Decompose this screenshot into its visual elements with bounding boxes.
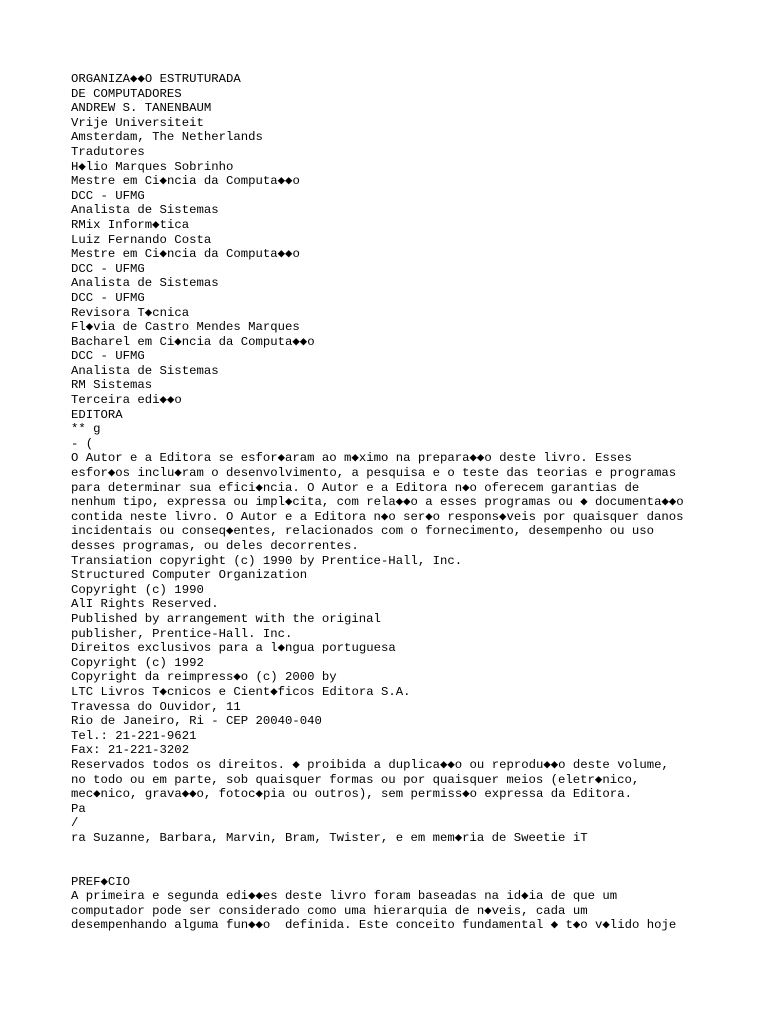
author-name: ANDREW S. TANENBAUM	[71, 101, 212, 116]
preface-section	[71, 875, 761, 933]
publisher-address-line: Travessa do Ouvidor, 11	[71, 699, 241, 714]
publisher-phone: Tel.: 21-221-9621	[71, 728, 197, 743]
rights-line: no todo ou em parte, sob quaisquer formas ou por quaisquer meios (eletr◆nico,	[71, 772, 640, 787]
edition-line: Terceira edi◆◆o	[71, 393, 182, 408]
translators-heading: Tradutores	[71, 144, 145, 159]
credit-line: DCC - UFMG	[71, 290, 145, 305]
dedication-line: Pa	[71, 801, 86, 816]
credit-line: Analista de Sistemas	[71, 276, 219, 291]
author-location: Amsterdam, The Netherlands	[71, 130, 263, 145]
credit-line: DCC - UFMG	[71, 188, 145, 203]
copyright-line: Copyright (c) 1990	[71, 582, 204, 597]
credit-line: DCC - UFMG	[71, 349, 145, 364]
credit-line: Fl◆via de Castro Mendes Marques	[71, 320, 300, 335]
credit-line: Luiz Fernando Costa	[71, 232, 212, 247]
credit-line: Bacharel em Ci◆ncia da Computa◆◆o	[71, 334, 315, 349]
credit-line: Mestre em Ci◆ncia da Computa◆◆o	[71, 174, 300, 189]
reviewer-heading: Revisora T◆cnica	[71, 305, 190, 320]
copyright-line: Copyright da reimpress◆o (c) 2000 by	[71, 670, 337, 685]
disclaimer-line: incidentais ou conseq◆entes, relacionados com o fornecimento, desempenho ou uso	[71, 524, 654, 539]
copyright-line: Transiation copyright (c) 1990 by Prentice-Hall, Inc.	[71, 553, 463, 568]
credit-line: RM Sistemas	[71, 378, 153, 393]
preface-paragraph-line: A primeira e segunda edi◆◆es deste livro foram baseadas na id◆ia de que um	[71, 889, 618, 904]
publisher-fax: Fax: 21-221-3202	[71, 743, 190, 758]
credit-line: RMix Inform◆tica	[71, 217, 190, 232]
blank-line	[71, 845, 761, 860]
disclaimer-line: contida neste livro. O Autor e a Editora n◆o ser◆o respons◆veis por quaisquer danos	[71, 509, 684, 524]
publisher-label: EDITORA	[71, 407, 123, 422]
copyright-line: Published by arrangement with the original	[71, 611, 381, 626]
copyright-line: Structured Computer Organization	[71, 568, 308, 583]
credit-line: Mestre em Ci◆ncia da Computa◆◆o	[71, 247, 300, 262]
disclaimer-line: O Autor e a Editora se esfor◆aram ao m◆ximo na prepara◆◆o deste livro. Esses	[71, 451, 632, 466]
preface-heading: PREF◆CIO	[71, 874, 131, 889]
copyright-line: publisher, Prentice-Hall. Inc.	[71, 626, 293, 641]
dedication-line: /	[71, 816, 79, 831]
ocr-artifact-line: ** g	[71, 422, 101, 437]
disclaimer-line: esfor◆os inclu◆ram o desenvolvimento, a pesquisa e o teste das teorias e programas	[71, 466, 677, 481]
publisher-address-line: LTC Livros T◆cnicos e Cient◆ficos Editora S.A.	[71, 684, 411, 699]
credit-line: H◆lio Marques Sobrinho	[71, 159, 234, 174]
author-affiliation: Vrije Universiteit	[71, 115, 204, 130]
publisher-address-line: Rio de Janeiro, Ri - CEP 20040-040	[71, 714, 322, 729]
rights-line: mec◆nico, grava◆◆o, fotoc◆pia ou outros), sem permiss◆o expressa da Editora.	[71, 787, 632, 802]
copyright-line: AlI Rights Reserved.	[71, 597, 219, 612]
dedication-line: ra Suzanne, Barbara, Marvin, Bram, Twister, e em mem◆ria de Sweetie iT	[71, 830, 588, 845]
preface-paragraph-line: desempenhando alguma fun◆◆o definida. Este conceito fundamental ◆ t◆o v◆lido hoje	[71, 918, 677, 933]
rights-line: Reservados todos os direitos. ◆ proibida a duplica◆◆o ou reprodu◆◆o deste volume,	[71, 757, 669, 772]
copyright-line: Direitos exclusivos para a l◆ngua portuguesa	[71, 641, 396, 656]
ocr-artifact-line: - (	[71, 436, 94, 451]
disclaimer-line: nenhum tipo, expressa ou impl◆cita, com rela◆◆o a esses programas ou ◆ documenta◆◆o	[71, 495, 684, 510]
credit-line: DCC - UFMG	[71, 261, 145, 276]
credit-line: Analista de Sistemas	[71, 203, 219, 218]
book-title-line-2: DE COMPUTADORES	[71, 86, 182, 101]
book-title-line-1: ORGANIZA◆◆O ESTRUTURADA	[71, 72, 241, 86]
disclaimer-line: desses programas, ou deles decorrentes.	[71, 539, 359, 553]
credit-line: Analista de Sistemas	[71, 363, 219, 378]
blank-line	[71, 860, 761, 875]
document-page	[71, 72, 761, 933]
disclaimer-line: para determinar sua efici◆ncia. O Autor e a Editora n◆o oferecem garantias de	[71, 480, 640, 495]
preface-paragraph-line: computador pode ser considerado como uma hierarquia de n◆veis, cada um	[71, 903, 588, 918]
copyright-line: Copyright (c) 1992	[71, 655, 204, 670]
front-matter	[71, 72, 761, 845]
